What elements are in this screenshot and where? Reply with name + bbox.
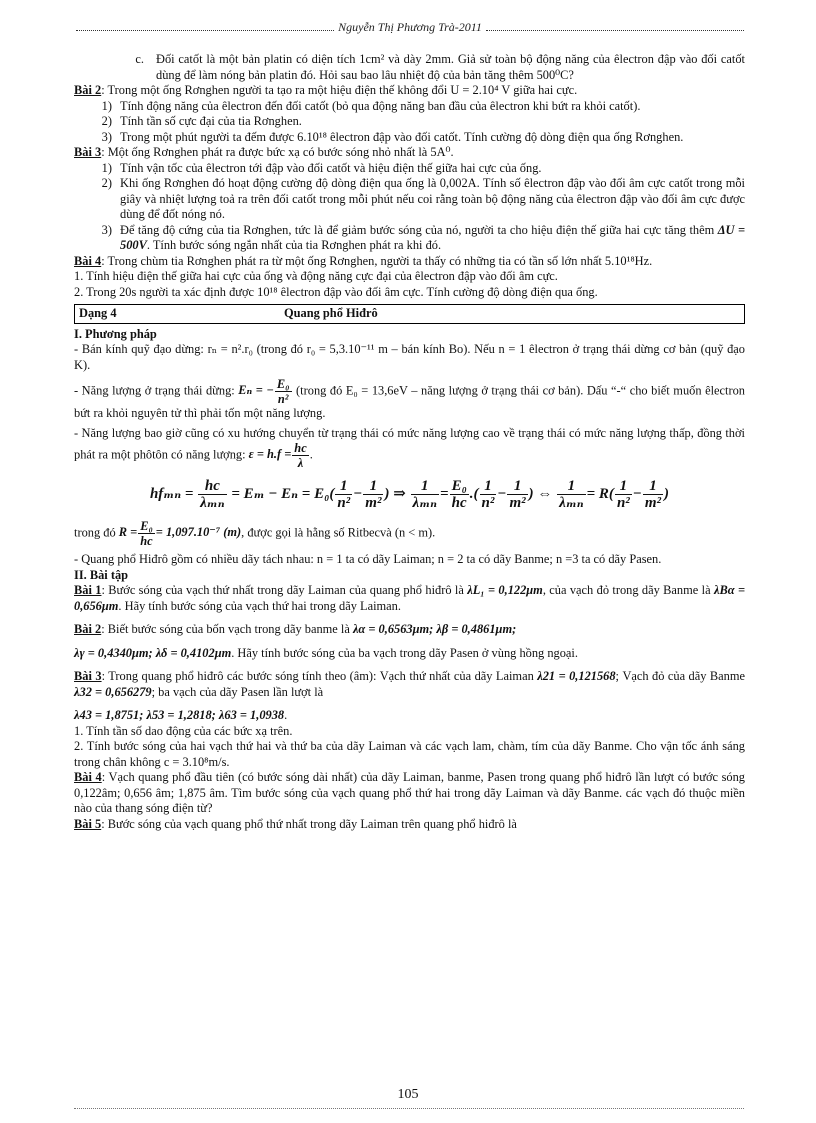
frac-den: λₘₙ — [559, 495, 584, 511]
exercise-bai5 — [74, 817, 745, 833]
energy-paragraph — [74, 377, 745, 422]
exercise-line: 1. Tính tần số dao động của các bức xạ trên. — [74, 723, 293, 738]
fraction — [411, 478, 439, 511]
formula-lhs: ε = h.f = — [248, 447, 292, 462]
header-dots-left — [76, 24, 334, 31]
list-item — [74, 176, 745, 223]
eq-part: − — [353, 485, 363, 502]
text: , được gọi là hằng số Ritbecvà (n < m). — [241, 525, 436, 540]
text: ; Vạch đỏ của dãy Banme — [615, 669, 745, 683]
eq-part: ) ⇒ — [384, 485, 406, 502]
eq-part: ) ⇔ — [528, 485, 553, 502]
frac-num: 1 — [557, 478, 585, 495]
list-item — [74, 130, 745, 146]
item-number: 1) — [101, 98, 112, 113]
eq-part: = Eₘ − Eₙ = E₀( — [231, 485, 335, 502]
exercise-bai2b-cont — [74, 646, 745, 662]
fraction — [507, 478, 527, 511]
exercise-label: Bài 5 — [74, 816, 102, 831]
text: : Vạch quang phổ đầu tiên (có bước sóng dài nhất) của dãy Laiman, banme, Pasen trong quang phổ hiđrô lần lượt có bước sóng 0,122âm; 0,656 âm; 1,875 âm. Tìm bước sóng của vạch quang phổ thứ hai trong dãy Laiman và dãy Banme. các vạch đó thuộc miền nào của thang sóng điện từ? — [74, 770, 746, 815]
exercise-bai3b-formula — [74, 708, 745, 724]
fraction — [450, 478, 469, 511]
item-text: Trong một phút người ta đếm được 6.10¹⁸ êlectron đập vào đối catốt. Tính cường độ dòng điện qua ống Rơnghen. — [120, 129, 684, 144]
exercise-label: Bài 1 — [74, 583, 102, 597]
exercise-line: 2. Trong 20s người ta xác định được 10¹⁸ êlectron đập vào đối âm cực. Tính cường độ dòng điện qua ống. — [74, 284, 598, 299]
list-item — [74, 161, 745, 177]
photon-paragraph: - Năng lượng bao giờ cũng có xu hướng chuyển từ trạng thái có mức năng lượng cao về trạng thái có mức năng lượng thấp, đồng thời phát ra một phôtôn có năng lượng: ε = h.f = $\frac{hc}{\lambda}$ . — [74, 425, 745, 470]
item-number: 2) — [101, 114, 112, 128]
fraction — [643, 478, 663, 511]
item-text: Tính động năng của êlectron đến đối catốt (bỏ qua động năng ban đầu của êlectron khi bứt ra khỏi catốt). — [120, 98, 641, 113]
fraction — [335, 478, 352, 511]
item-label: c. — [135, 52, 144, 66]
formula: λ32 = 0,656279 — [74, 684, 152, 699]
frac-num: 1 — [480, 478, 497, 495]
frac-num: E₀ — [451, 478, 467, 494]
section-title-box — [74, 304, 745, 324]
exercise-bai3b — [74, 669, 745, 700]
text: : Biết bước sóng của bốn vạch trong dãy banme là — [101, 622, 353, 636]
exercise-line: 1. Tính hiệu điện thế giữa hai cực của ống và động năng cực đại của êlectron đập vào đối âm cực. — [74, 269, 558, 283]
rydberg-constant-paragraph — [74, 519, 745, 548]
exercise-bai4 — [74, 254, 745, 270]
frac-den: n² — [616, 495, 630, 511]
text: : Trong quang phổ hiđrô các bước sóng tính theo (âm): Vạch thứ nhất của dãy Laiman — [101, 669, 538, 683]
fraction — [615, 478, 632, 511]
exercise-label: Bài 3 — [74, 669, 102, 683]
delta-u-formula: ΔU = 500V — [120, 222, 746, 252]
page-body — [74, 52, 745, 832]
formula: λγ = 0,4340μm; λδ = 0,4102μm — [74, 645, 232, 660]
subsection-heading: I. Phương pháp — [74, 326, 157, 341]
frac-num: E₀ — [276, 377, 290, 391]
text: . — [284, 708, 288, 722]
text: . Hãy tính bước sóng của vạch thứ hai trong dãy Laiman. — [118, 598, 401, 613]
eq-part: .( — [469, 485, 479, 502]
frac-den: n² — [481, 495, 495, 511]
frac-den: hc — [140, 534, 153, 548]
formula: λL₁ = 0,122μm — [467, 583, 543, 597]
formula-rhs: = 1,097.10⁻⁷ (m) — [155, 525, 242, 540]
frac-den: m² — [509, 495, 526, 511]
text: , của vạch đỏ trong dãy Banme là — [542, 583, 714, 597]
fraction — [198, 478, 226, 511]
exercise-bai2b — [74, 622, 745, 638]
frac-num: 1 — [643, 478, 663, 495]
formula-lhs: Eₙ = − — [238, 383, 274, 398]
paragraph: - Quang phổ Hiđrô gồm có nhiều dãy tách nhau: n = 1 ta có dãy Laiman; n = 2 ta có dãy Banme; n =3 ta có dãy Pasen. — [74, 552, 662, 566]
frac-num: hc — [198, 478, 226, 495]
frac-num: 1 — [411, 478, 439, 495]
exercise-line: 2. Tính bước sóng của hai vạch thứ hai và thứ ba của dãy Laiman và các vạch lam, chàm, tím của dãy Banme. Cho vận tốc ánh sáng trong chân không c = 3.10⁸m/s. — [74, 739, 745, 769]
section-title: Quang phổ Hiđrô — [284, 306, 378, 320]
frac-den: λ — [297, 456, 304, 470]
subsection-heading: II. Bài tập — [74, 567, 129, 582]
fraction — [557, 478, 585, 511]
item-text: Khi ống Rơnghen đó hoạt động cường độ dòng điện qua ống là 0,002A. Tính số êlectron đập vào đối âm cực catốt trong mỗi giây và nhiệt lượng toả ra trên đối catốt trong mỗi phút nếu coi rằng toàn bộ động năng của êlectron đập vào đối âm cực được dùng để đốt nóng nó. — [120, 176, 745, 221]
exercise-label: Bài 4 — [74, 253, 102, 268]
exercise-text: : Một ống Rơnghen phát ra được bức xạ có bước sóng nhỏ nhất là 5A⁰. — [101, 145, 454, 159]
eq-part: − — [497, 485, 507, 502]
exercise-label: Bài 2 — [74, 83, 102, 97]
text: ; ba vạch của dãy Pasen lần lượt là — [151, 684, 324, 699]
eq-part: hfₘₙ = — [149, 485, 194, 502]
eq-part: = R( — [586, 485, 614, 502]
exercise-label: Bài 2 — [74, 622, 102, 636]
exercise-bai3 — [74, 145, 745, 161]
header-author: Nguyễn Thị Phương Trà-2011 — [338, 20, 482, 34]
frac-den: n² — [337, 495, 351, 511]
fraction — [292, 441, 308, 470]
list-item — [74, 99, 745, 115]
exercise-text: : Trong chùm tia Rơnghen phát ra từ một ống Rơnghen, người ta thấy có những tia có tần số lớn nhất 5.10¹⁸Hz. — [101, 253, 653, 268]
exercise-text: : Trong một ống Rơnghen người ta tạo ra một hiệu điện thế không đổi U = 2.10⁴ V giữa hai cực. — [101, 83, 578, 97]
exercise-bai4b — [74, 770, 745, 817]
fraction — [275, 377, 292, 406]
text: . Hãy tính bước sóng của ba vạch trong dãy Pasen ở vùng hồng ngoại. — [231, 645, 578, 660]
item-text-a: Để tăng độ cứng của tia Rơnghen, tức là để giảm bước sóng của nó, người ta cho hiệu điện thế giữa hai cực tăng thêm — [120, 222, 718, 237]
header-dots-right — [486, 24, 744, 31]
exercise-label: Bài 3 — [74, 145, 102, 159]
exercise-label: Bài 4 — [74, 770, 102, 784]
text: trong đó — [74, 525, 119, 540]
item-text: Tính vận tốc của êlectron tới đập vào đối catốt và hiệu điện thế giữa hai cực của ống. — [120, 160, 542, 175]
frac-den: λₘₙ — [412, 495, 437, 511]
eq-part: ) — [664, 485, 670, 502]
text: - Năng lượng bao giờ cũng có xu hướng chuyển từ trạng thái có mức năng lượng cao về trạng thái có mức năng lượng thấp, đồng thời phát ra một phôtôn có năng lượng: — [74, 425, 745, 462]
section-label: Dạng 4 — [79, 306, 117, 320]
exercise-bai1 — [74, 583, 745, 614]
frac-den: hc — [451, 495, 467, 511]
item-number: 1) — [101, 160, 112, 175]
frac-num: E₀ — [140, 519, 153, 533]
fraction — [480, 478, 497, 511]
list-item — [74, 223, 745, 254]
item-number: 2) — [101, 176, 112, 190]
photon-formula — [248, 441, 310, 470]
item-number: 3) — [101, 222, 112, 237]
item-number: 3) — [101, 129, 112, 144]
formula: λBα = 0,656μm — [74, 583, 746, 613]
eq-part: − — [632, 485, 642, 502]
item-text-b: . Tính bước sóng ngắn nhất của tia Rơnghen phát ra khi đó. — [146, 238, 442, 252]
frac-num: 1 — [507, 478, 527, 495]
exercise-bai2 — [74, 83, 745, 99]
list-item — [74, 114, 745, 130]
formula: λ43 = 1,8751; λ53 = 1,2818; λ63 = 1,0938 — [74, 708, 285, 722]
fraction — [138, 519, 155, 548]
frac-den: n² — [277, 392, 289, 406]
frac-num: 1 — [615, 478, 632, 495]
frac-num: hc — [294, 441, 307, 455]
item-text — [120, 223, 745, 254]
bottom-rule — [74, 1108, 744, 1109]
frac-num: 1 — [363, 478, 383, 495]
item-text: Đối catốt là một bản platin có diện tích 1cm² và dày 2mm. Giả sử toàn bộ động năng của êlectron đập vào đối catốt dùng để làm nóng bản platin đó. Hỏi sau bao lâu nhiệt độ của bản tăng thêm 500⁰C? — [156, 52, 745, 82]
formula: λ21 = 0,121568 — [537, 669, 616, 683]
paragraph: - Bán kính quỹ đạo dừng: rₙ = n².r₀ (trong đó r₀ = 5,3.10⁻¹¹ m – bán kính Bo). Nếu n = 1 êlectron ở trạng thái dừng cơ bản (quỹ đạo K). — [74, 342, 745, 372]
text: (trong đó E₀ = 13,6eV – năng lượng ở trạng thái cơ bản). Dấu “-“ cho biết muốn êlectron bứt ra khỏi nguyên tử thì phải tốn một năng lượng. — [74, 383, 745, 420]
formula-lhs: R = — [118, 525, 138, 540]
text: : Bước sóng của vạch quang phổ thứ nhất trong dãy Laiman trên quang phổ hiđrô là — [101, 816, 517, 831]
running-header — [76, 20, 744, 35]
page-number: 105 — [397, 1087, 419, 1102]
item-text: Tính tần số cực đại của tia Rơnghen. — [120, 114, 302, 128]
energy-formula — [238, 377, 292, 406]
list-item — [74, 52, 745, 83]
fraction — [363, 478, 383, 511]
rydberg-formula — [118, 519, 242, 548]
frac-den: λₘₙ — [200, 495, 225, 511]
text: : Bước sóng của vạch thứ nhất trong dãy Laiman của quang phổ hiđrô là — [101, 583, 468, 597]
eq-part: = — [440, 485, 449, 502]
frac-num: 1 — [335, 478, 352, 495]
rydberg-equation — [74, 478, 745, 511]
frac-den: m² — [365, 495, 382, 511]
text: - Năng lượng ở trạng thái dừng: — [74, 383, 239, 398]
frac-den: m² — [644, 495, 662, 511]
formula: λα = 0,6563μm; λβ = 0,4861μm; — [352, 622, 517, 636]
